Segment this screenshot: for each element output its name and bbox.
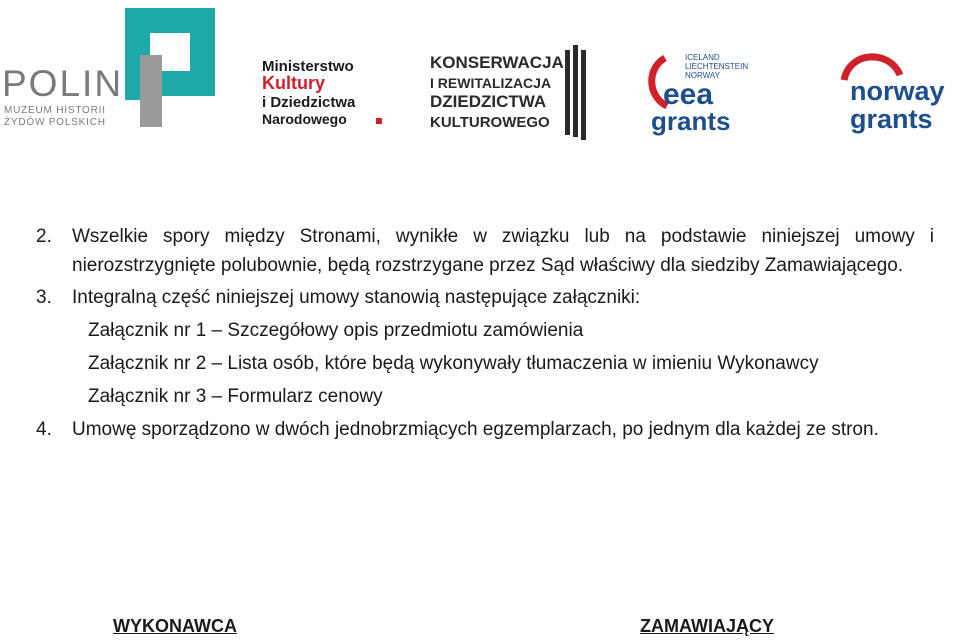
eea-countries-3: NORWAY: [685, 71, 720, 80]
eea-countries-1: ICELAND: [685, 53, 720, 62]
polin-subtitle-1: MUZEUM HISTORII: [4, 105, 106, 116]
konserwacja-bar-2: [573, 45, 578, 137]
norway-word: norway: [850, 76, 945, 106]
ministry-line-2: Kultury: [262, 73, 325, 93]
paragraph-2: [36, 222, 934, 280]
ministry-line-1: Ministerstwo: [262, 58, 354, 75]
konserwacja-logo: [428, 40, 593, 145]
polin-logo: [0, 0, 220, 140]
attachment-item-3: Załącznik nr 3 – Formularz cenowy: [88, 386, 383, 407]
polin-subtitle-2: ŻYDÓW POLSKICH: [4, 117, 106, 128]
norway-grants-word: grants: [850, 104, 933, 134]
paragraph-number: 2.: [36, 226, 52, 247]
paragraph-4: [36, 415, 934, 444]
ministry-dot: [376, 118, 382, 124]
attachment-item-1: Załącznik nr 1 – Szczegółowy opis przedmiotu zamówienia: [88, 320, 584, 341]
contract-text: [36, 222, 934, 444]
attachment-item-2: Załącznik nr 2 – Lista osób, które będą wykonywały tłumaczenia w imieniu Wykonawcy: [88, 353, 819, 374]
ministry-line-4: Narodowego: [262, 111, 347, 127]
logo-bar: [0, 0, 960, 160]
norway-grants-logo: [830, 50, 960, 135]
konserwacja-line-3: DZIEDZICTWA: [430, 92, 547, 111]
paragraph-text: Integralną część niniejszej umowy stanowią następujące załączniki:: [72, 287, 641, 308]
konserwacja-bar-3: [581, 50, 586, 140]
konserwacja-line-2: I REWITALIZACJA: [430, 75, 552, 91]
attachment-list: [36, 314, 934, 413]
eea-grants-logo: [645, 48, 780, 138]
eea-grants-word: grants: [651, 106, 731, 136]
polin-name: POLIN: [2, 63, 124, 104]
polin-mark-gray: [140, 55, 162, 127]
ministry-line-3: i Dziedzictwa: [262, 94, 356, 111]
signature-client: ZAMAWIAJĄCY: [640, 616, 774, 636]
paragraph-number: 4.: [36, 419, 52, 440]
konserwacja-line-1: KONSERWACJA: [430, 53, 564, 72]
eea-word: eea: [663, 78, 714, 111]
konserwacja-line-4: KULTUROWEGO: [430, 114, 550, 131]
konserwacja-bar-1: [565, 50, 570, 135]
paragraph-text: Wszelkie spory między Stronami, wynikłe w związku lub na podstawie niniejszej umowy i nierozstrzygnięte polubownie, będą rozstrzygane przez Sąd właściwy dla siedziby Zamawiającego.: [72, 226, 934, 276]
signature-contractor: WYKONAWCA: [113, 616, 237, 636]
eea-countries-2: LIECHTENSTEIN: [685, 62, 749, 71]
ministry-logo: [258, 55, 388, 130]
paragraph-3: [36, 283, 934, 312]
paragraph-number: 3.: [36, 287, 52, 308]
paragraph-text: Umowę sporządzono w dwóch jednobrzmiących egzemplarzach, po jednym dla każdej ze stron.: [72, 419, 879, 440]
